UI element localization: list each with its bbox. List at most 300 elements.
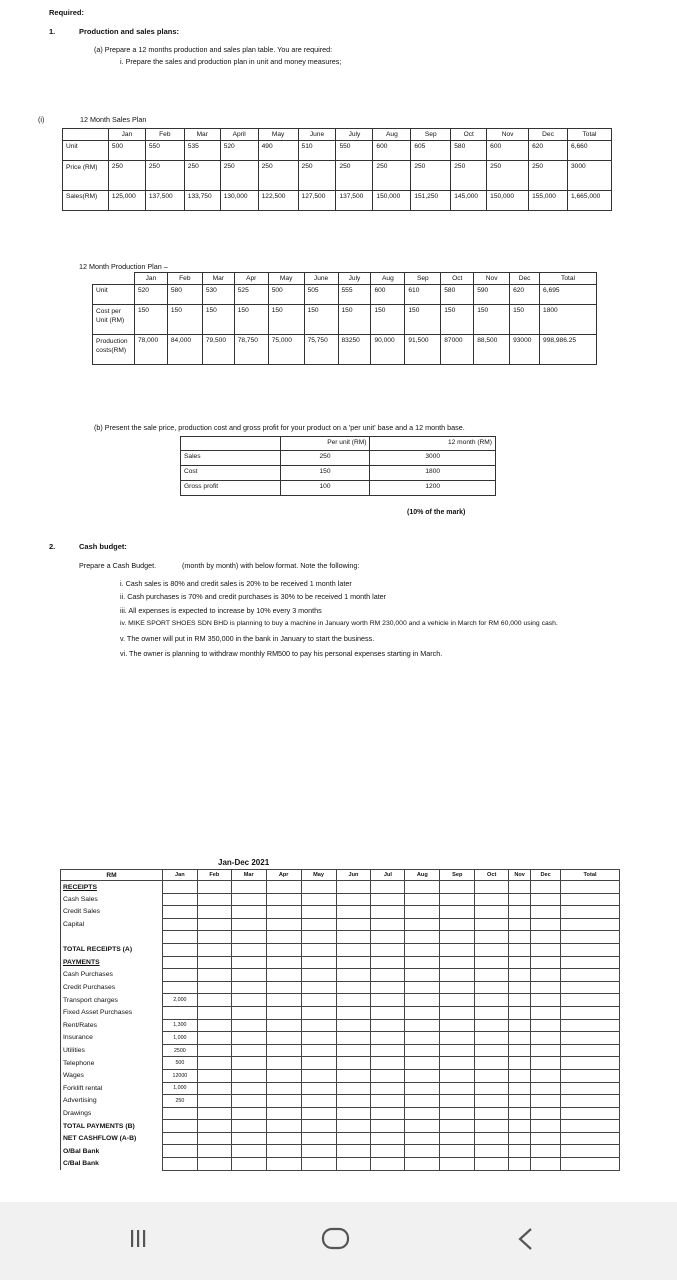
- sales-plan-cell: 550: [336, 141, 373, 161]
- cash-budget-cell: [301, 893, 336, 906]
- cash-budget-cell: [301, 931, 336, 944]
- cash-budget-cell: [336, 906, 371, 919]
- cash-budget-cell: [561, 1057, 620, 1070]
- cash-budget-cell: [266, 918, 301, 931]
- cash-budget-cell: [509, 881, 531, 894]
- cash-budget-cell: [475, 1019, 509, 1032]
- production-plan-cell: 87000: [441, 335, 474, 365]
- cash-budget-cell: [231, 1044, 266, 1057]
- cash-budget-cell: [301, 1044, 336, 1057]
- cash-budget-cell: [266, 906, 301, 919]
- cash-budget-row-label: Drawings: [61, 1107, 163, 1120]
- cash-budget-body: [61, 870, 620, 1171]
- cash-budget-cell: [197, 1006, 231, 1019]
- cash-budget-cell: [405, 881, 440, 894]
- sales-plan-cell: 550: [145, 141, 184, 161]
- cash-budget-cell: [371, 931, 405, 944]
- cash-budget-row-label: Insurance: [61, 1032, 163, 1045]
- cash-budget-row-label: [61, 931, 163, 944]
- unit-summary-header: 12 month (RM): [370, 437, 496, 451]
- cash-budget-cell: [231, 1132, 266, 1145]
- cash-budget-cell: [405, 1032, 440, 1045]
- production-plan-month: July: [338, 273, 371, 285]
- production-plan-row-cost: [93, 305, 597, 335]
- cash-budget-cell: [301, 956, 336, 969]
- cash-budget-cell: [197, 1069, 231, 1082]
- cash-budget-cell: [561, 981, 620, 994]
- cash-budget-cell: [561, 1006, 620, 1019]
- production-plan-cell: 75,000: [268, 335, 304, 365]
- cash-budget-cell: [475, 1082, 509, 1095]
- cash-budget-cell: [197, 1095, 231, 1108]
- cash-budget-cell: [561, 994, 620, 1007]
- cash-budget-cell: [475, 1120, 509, 1133]
- sales-plan-cell: 250: [145, 161, 184, 191]
- cash-budget-cell-jan: [162, 881, 197, 894]
- production-plan-cell: 520: [134, 285, 167, 305]
- cash-budget-month-header: May: [301, 870, 336, 881]
- cash-budget-cell: [336, 1082, 371, 1095]
- cash-budget-row-label: TOTAL RECEIPTS (A): [61, 943, 163, 956]
- cash-budget-cell: [266, 1069, 301, 1082]
- production-plan-cell: 78,000: [134, 335, 167, 365]
- q2-title: Cash budget:: [79, 542, 127, 551]
- cash-budget-cell: [336, 1057, 371, 1070]
- sales-plan-cell: 6,660: [567, 141, 611, 161]
- cash-budget-cell: [509, 906, 531, 919]
- cash-budget-row: [61, 981, 620, 994]
- production-plan-cell: 83250: [338, 335, 371, 365]
- production-plan-cell: 600: [371, 285, 405, 305]
- cash-budget-cell: [231, 1032, 266, 1045]
- cash-budget-cell: [509, 1019, 531, 1032]
- cash-budget-cell: [440, 969, 475, 982]
- cash-budget-cell: [440, 981, 475, 994]
- sales-plan-cell: 600: [373, 141, 411, 161]
- cash-budget-cell: [336, 1032, 371, 1045]
- cash-budget-cell: [531, 1006, 561, 1019]
- cash-budget-cell: [509, 918, 531, 931]
- cash-budget-cell: [531, 1069, 561, 1082]
- sales-plan-cell: 3000: [567, 161, 611, 191]
- sales-plan-month: Nov: [487, 129, 529, 141]
- cash-budget-cell-jan: 1,000: [162, 1032, 197, 1045]
- cash-budget-cell: [531, 1095, 561, 1108]
- cash-budget-cell: [561, 1019, 620, 1032]
- cash-budget-cell-jan: [162, 931, 197, 944]
- cash-budget-cell: [266, 994, 301, 1007]
- cash-budget-cell: [440, 1057, 475, 1070]
- cash-budget-cell: [336, 1095, 371, 1108]
- cash-budget-cell: [405, 918, 440, 931]
- navigation-bar: [0, 1202, 677, 1280]
- cash-budget-cell: [371, 956, 405, 969]
- sales-plan-cell: 250: [411, 161, 451, 191]
- cash-budget-cell: [266, 1132, 301, 1145]
- unit-summary-row: [181, 451, 496, 466]
- sales-plan-cell: 250: [298, 161, 336, 191]
- cash-budget-row-label: Fixed Asset Purchases: [61, 1006, 163, 1019]
- sales-plan-cell: 500: [108, 141, 145, 161]
- cash-budget-cell: [266, 1044, 301, 1057]
- cash-budget-cell: [405, 1006, 440, 1019]
- unit-summary-per-unit: 100: [280, 481, 370, 496]
- cash-budget-cell: [266, 1032, 301, 1045]
- unit-summary-twelve: 3000: [370, 451, 496, 466]
- sales-plan-cell: 250: [184, 161, 220, 191]
- sales-plan-cell: 127,500: [298, 191, 336, 211]
- production-plan-cell: 150: [371, 305, 405, 335]
- sales-plan-month: April: [220, 129, 258, 141]
- cash-budget-row: [61, 1044, 620, 1057]
- cash-budget-cell: [531, 1158, 561, 1171]
- cash-budget-cell-jan: [162, 981, 197, 994]
- sales-plan-row-unit: [63, 141, 612, 161]
- unit-summary-header-row: [181, 437, 496, 451]
- cash-budget-row-label: Cash Purchases: [61, 969, 163, 982]
- cash-budget-cell: [440, 1032, 475, 1045]
- production-plan-cell: 75,750: [304, 335, 338, 365]
- cash-budget-cell: [197, 1057, 231, 1070]
- cash-budget-row-label: PAYMENTS: [61, 956, 163, 969]
- sales-plan-cell: 137,500: [336, 191, 373, 211]
- cash-budget-cell: [531, 1044, 561, 1057]
- sales-plan-month: May: [258, 129, 298, 141]
- production-plan-cell: 525: [234, 285, 268, 305]
- cash-budget-cell: [475, 906, 509, 919]
- sales-plan-month: June: [298, 129, 336, 141]
- cash-budget-cell: [266, 1082, 301, 1095]
- cash-budget-row: [61, 918, 620, 931]
- cash-budget-cell: [405, 906, 440, 919]
- cash-budget-cell: [405, 969, 440, 982]
- cash-budget-cell: [231, 981, 266, 994]
- cash-budget-cell: [231, 969, 266, 982]
- cash-budget-cell: [231, 1082, 266, 1095]
- cash-budget-cell: [301, 1158, 336, 1171]
- cash-budget-row-label: O/Bal Bank: [61, 1145, 163, 1158]
- required-label: Required:: [49, 8, 85, 17]
- cash-budget-row-label: Advertising: [61, 1095, 163, 1108]
- cash-budget-cell: [301, 943, 336, 956]
- sales-plan-cell: 250: [451, 161, 487, 191]
- production-plan-cell: 580: [441, 285, 474, 305]
- cash-budget-cell-jan: [162, 1132, 197, 1145]
- sales-plan-cell: 250: [373, 161, 411, 191]
- sales-plan-cell: 250: [220, 161, 258, 191]
- sales-plan-cell: 150,000: [373, 191, 411, 211]
- cash-budget-cell: [197, 1158, 231, 1171]
- cash-budget-cell: [440, 1132, 475, 1145]
- cash-budget-cell: [371, 1057, 405, 1070]
- cash-budget-cell: [231, 906, 266, 919]
- cash-budget-cell: [561, 1095, 620, 1108]
- cash-budget-cell: [531, 918, 561, 931]
- sales-plan-cell: 145,000: [451, 191, 487, 211]
- cash-budget-row: [61, 906, 620, 919]
- cash-budget-cell: [561, 1158, 620, 1171]
- production-plan-cell: 150: [134, 305, 167, 335]
- production-plan-cell: 580: [167, 285, 202, 305]
- cash-budget-row: [61, 881, 620, 894]
- production-plan-cell: 84,000: [167, 335, 202, 365]
- cash-budget-cell: [405, 981, 440, 994]
- cash-budget-cell: [440, 1095, 475, 1108]
- unit-summary-label: Cost: [181, 466, 281, 481]
- cash-budget-cell: [336, 1120, 371, 1133]
- cash-budget-cell: [561, 956, 620, 969]
- cash-budget-cell: [266, 1145, 301, 1158]
- cash-budget-cell: [336, 1158, 371, 1171]
- cash-budget-cell: [336, 1132, 371, 1145]
- cash-budget-cell: [475, 956, 509, 969]
- cash-budget-cell: [531, 1107, 561, 1120]
- cash-budget-cell-jan: [162, 1006, 197, 1019]
- cash-budget-cell: [440, 1006, 475, 1019]
- cash-budget-cell: [509, 893, 531, 906]
- cash-budget-cell: [197, 906, 231, 919]
- cash-budget-cell: [301, 1095, 336, 1108]
- q1-part-a: (a) Prepare a 12 months production and sales plan table. You are required:: [94, 45, 333, 54]
- cash-budget-cell: [475, 969, 509, 982]
- cash-budget-cell-jan: 1,300: [162, 1019, 197, 1032]
- production-plan-cell: 150: [167, 305, 202, 335]
- cash-budget-cell: [301, 1006, 336, 1019]
- cash-budget-cell: [336, 1006, 371, 1019]
- unit-summary-row: [181, 466, 496, 481]
- cash-budget-cell: [509, 931, 531, 944]
- cash-budget-cell: [561, 969, 620, 982]
- production-plan-month: Total: [540, 273, 597, 285]
- cash-budget-cell: [231, 1158, 266, 1171]
- cash-budget-cell: [197, 1120, 231, 1133]
- cash-budget-row-label: Cash Sales: [61, 893, 163, 906]
- production-plan-month: Sep: [405, 273, 441, 285]
- cash-budget-cell: [440, 1145, 475, 1158]
- production-plan-month: June: [304, 273, 338, 285]
- cash-budget-cell: [266, 1006, 301, 1019]
- cash-budget-cell: [371, 1082, 405, 1095]
- cash-budget-cell-jan: [162, 956, 197, 969]
- cash-budget-cell: [531, 943, 561, 956]
- sales-plan-month: Dec: [529, 129, 568, 141]
- cash-budget-cell: [301, 1069, 336, 1082]
- production-plan-cell: 6,695: [540, 285, 597, 305]
- cash-budget-cell: [301, 969, 336, 982]
- cash-budget-cell: [371, 969, 405, 982]
- production-plan-cell: 150: [474, 305, 510, 335]
- cash-budget-cell-jan: 250: [162, 1095, 197, 1108]
- sales-plan-cell: 580: [451, 141, 487, 161]
- sales-plan-row-label: Price (RM): [63, 161, 109, 191]
- q2-note: vi. The owner is planning to withdraw monthly RM500 to pay his personal expenses starting in March.: [120, 649, 443, 658]
- cash-budget-cell: [440, 1082, 475, 1095]
- cash-budget-cell: [231, 1145, 266, 1158]
- sales-plan-month: Sep: [411, 129, 451, 141]
- cash-budget-cell: [509, 1082, 531, 1095]
- production-plan-month: Feb: [167, 273, 202, 285]
- q2-note: i. Cash sales is 80% and credit sales is 20% to be received 1 month later: [120, 579, 352, 588]
- cash-budget-cell: [197, 1132, 231, 1145]
- cash-budget-cell: [371, 1107, 405, 1120]
- cash-budget-cell: [475, 994, 509, 1007]
- unit-summary-per-unit: 250: [280, 451, 370, 466]
- cash-budget-cell: [197, 943, 231, 956]
- sales-plan-cell: 130,000: [220, 191, 258, 211]
- cash-budget-row-label: Telephone: [61, 1057, 163, 1070]
- production-plan-title: 12 Month Production Plan –: [79, 262, 168, 271]
- sales-plan-cell: 620: [529, 141, 568, 161]
- cash-budget-cell: [371, 1145, 405, 1158]
- cash-budget-month-header: Mar: [231, 870, 266, 881]
- cash-budget-cell: [440, 943, 475, 956]
- cash-budget-cell-jan: 1,000: [162, 1082, 197, 1095]
- cash-budget-cell: [266, 893, 301, 906]
- cash-budget-cell: [301, 1132, 336, 1145]
- cash-budget-cell: [371, 1006, 405, 1019]
- cash-budget-cell: [509, 1069, 531, 1082]
- cash-budget-cell: [266, 1120, 301, 1133]
- cash-budget-cell: [301, 981, 336, 994]
- cash-budget-cell-jan: 2,000: [162, 994, 197, 1007]
- cash-budget-cell: [509, 1057, 531, 1070]
- cash-budget-row: [61, 893, 620, 906]
- cash-budget-cell: [336, 1069, 371, 1082]
- cash-budget-cell: [371, 1132, 405, 1145]
- cash-budget-cell: [405, 1132, 440, 1145]
- cash-budget-cell: [197, 981, 231, 994]
- cash-budget-row-label: Utilities: [61, 1044, 163, 1057]
- unit-summary-header: Per unit (RM): [280, 437, 370, 451]
- cash-budget-cell: [405, 956, 440, 969]
- cash-budget-cell: [440, 918, 475, 931]
- sales-plan-cell: 490: [258, 141, 298, 161]
- cash-budget-cell: [371, 981, 405, 994]
- cash-budget-cell-jan: [162, 943, 197, 956]
- cash-budget-row: [61, 943, 620, 956]
- unit-summary-row: [181, 481, 496, 496]
- sales-plan-month: Total: [567, 129, 611, 141]
- cash-budget-cell-jan: [162, 969, 197, 982]
- q1-title: Production and sales plans:: [79, 27, 180, 36]
- sales-plan-cell: 125,000: [108, 191, 145, 211]
- cash-budget-cell-jan: [162, 893, 197, 906]
- sales-plan-cell: 250: [336, 161, 373, 191]
- cash-budget-cell: [405, 1069, 440, 1082]
- cash-budget-row: [61, 1069, 620, 1082]
- cash-budget-row-label: Credit Sales: [61, 906, 163, 919]
- cash-budget-cell: [266, 1095, 301, 1108]
- home-icon[interactable]: [323, 1229, 348, 1248]
- cash-budget-cell: [197, 918, 231, 931]
- cash-budget-cell-jan: [162, 918, 197, 931]
- cash-budget-row: [61, 1120, 620, 1133]
- cash-budget-row-label: Transport charges: [61, 994, 163, 1007]
- cash-budget-cell: [440, 931, 475, 944]
- cash-budget-cell: [197, 1032, 231, 1045]
- cash-budget-cell: [561, 1120, 620, 1133]
- back-icon[interactable]: [520, 1229, 531, 1249]
- cash-budget-cell: [561, 1032, 620, 1045]
- cash-budget-cell: [336, 918, 371, 931]
- cash-budget-row: [61, 994, 620, 1007]
- cash-budget-cell: [561, 1069, 620, 1082]
- cash-budget-cell: [371, 1044, 405, 1057]
- cash-budget-cell: [531, 1032, 561, 1045]
- production-plan-cell: 620: [510, 285, 540, 305]
- production-plan-row-unit: [93, 285, 597, 305]
- production-plan-cell: 150: [338, 305, 371, 335]
- sales-plan-cell: 250: [487, 161, 529, 191]
- production-plan-table: [92, 272, 597, 365]
- mark-note: (10% of the mark): [407, 509, 466, 516]
- cash-budget-cell: [531, 981, 561, 994]
- cash-budget-cell: [509, 943, 531, 956]
- cash-budget-cell: [336, 943, 371, 956]
- cash-budget-row: [61, 1082, 620, 1095]
- cash-budget-month-header: Total: [561, 870, 620, 881]
- production-plan-cell: 150: [510, 305, 540, 335]
- cash-budget-cell: [531, 956, 561, 969]
- cash-budget-cell: [531, 931, 561, 944]
- cash-budget-cell: [531, 1057, 561, 1070]
- q2-number: 2.: [49, 542, 56, 551]
- production-plan-cell: 150: [405, 305, 441, 335]
- roman-i: (i): [38, 115, 45, 124]
- cash-budget-cell: [301, 1032, 336, 1045]
- cash-budget-cell: [509, 1044, 531, 1057]
- cash-budget-cell: [301, 918, 336, 931]
- cash-budget-cell: [301, 881, 336, 894]
- cash-budget-cell: [475, 918, 509, 931]
- cash-budget-cell: [405, 1145, 440, 1158]
- cash-budget-cell-jan: 500: [162, 1057, 197, 1070]
- cash-budget-row: [61, 1158, 620, 1171]
- cash-budget-cell: [301, 1019, 336, 1032]
- cash-budget-row: [61, 956, 620, 969]
- cash-budget-cell: [197, 1107, 231, 1120]
- cash-budget-cell-jan: [162, 906, 197, 919]
- cash-budget-cell: [475, 1132, 509, 1145]
- sales-plan-month: July: [336, 129, 373, 141]
- cash-budget-cell: [231, 943, 266, 956]
- cash-budget-cell-jan: [162, 1145, 197, 1158]
- sales-plan-row-label: Sales(RM): [63, 191, 109, 211]
- sales-plan-cell: 250: [108, 161, 145, 191]
- sales-plan-row-price: [63, 161, 612, 191]
- unit-summary-table: [180, 436, 496, 496]
- production-plan-cell: 500: [268, 285, 304, 305]
- production-plan-cell: 150: [268, 305, 304, 335]
- cash-budget-month-header: Aug: [405, 870, 440, 881]
- q1-number: 1.: [49, 27, 56, 36]
- cash-budget-cell: [509, 956, 531, 969]
- cash-budget-cell: [371, 881, 405, 894]
- production-plan-row-costs: [93, 335, 597, 365]
- cash-budget-cell: [531, 1145, 561, 1158]
- cash-budget-cell: [197, 1082, 231, 1095]
- cash-budget-cell: [561, 931, 620, 944]
- production-plan-cell: 79,500: [202, 335, 234, 365]
- unit-summary-twelve: 1200: [370, 481, 496, 496]
- cash-budget-cell: [266, 1107, 301, 1120]
- cash-budget-cell: [561, 906, 620, 919]
- sales-plan-title: 12 Month Sales Plan: [80, 115, 147, 124]
- recents-icon[interactable]: [131, 1230, 145, 1247]
- sales-plan-cell: 155,000: [529, 191, 568, 211]
- cash-budget-cell: [405, 1019, 440, 1032]
- cash-budget-cell: [371, 943, 405, 956]
